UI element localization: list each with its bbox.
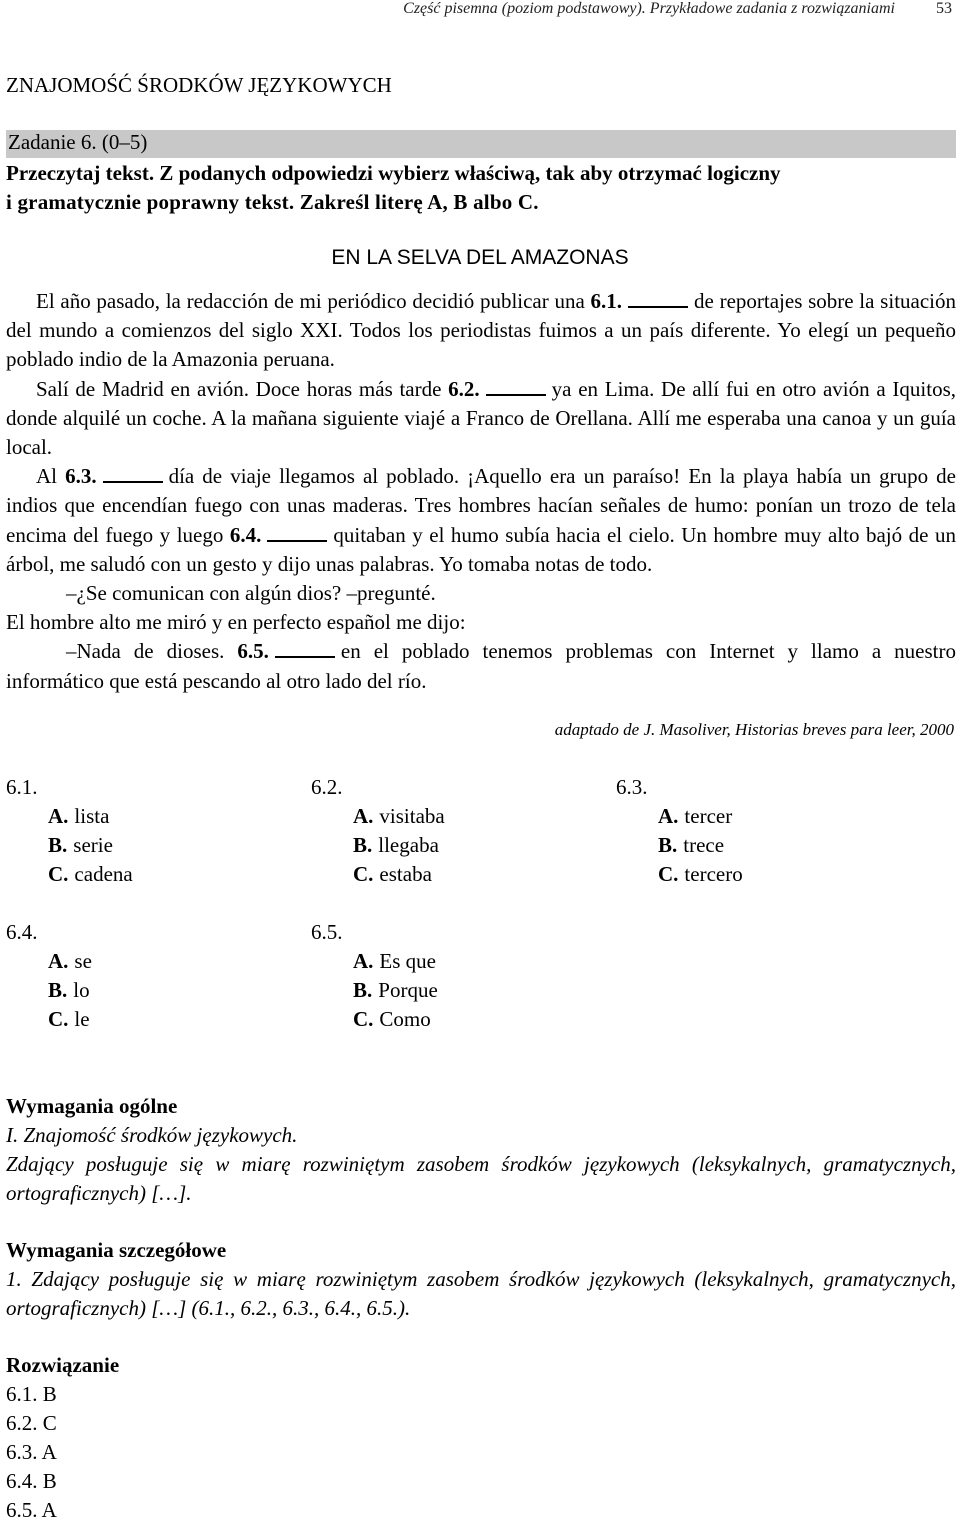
instruction-line-1: Przeczytaj tekst. Z podanych odpowiedzi wybierz właściwą, tak aby otrzymać logiczny [6,161,781,185]
gap-number: 6.3. [65,464,97,489]
detailed-requirements [6,1236,956,1323]
answer-option[interactable] [6,831,133,860]
option-letter: B. [353,978,373,1002]
story-paragraph: El hombre alto me miró y en perfecto español me dijo: [6,610,466,635]
option-text: se [74,949,92,973]
story-text-span: Salí de Madrid en avión. Doce horas más tarde [36,376,442,401]
story-text-span: en el poblado tenemos problemas con Internet y llamo a nuestro informático que está pescando al otro lado del río. [6,639,956,693]
option-letter: C. [353,1007,374,1031]
gap-blank [275,642,335,658]
story-text-span: Al [36,464,57,489]
answer-option[interactable] [6,802,133,831]
question-block [311,773,445,889]
story-source: adaptado de J. Masoliver, Historias breves para leer, 2000 [554,720,954,739]
question-block [6,773,133,889]
option-text: lo [73,978,90,1002]
option-text: cadena [74,862,133,886]
option-letter: C. [48,1007,69,1031]
option-letter: A. [48,804,69,828]
page-header [0,0,952,22]
answer-option[interactable] [6,976,92,1005]
option-text: Como [379,1007,431,1031]
option-letter: B. [48,833,68,857]
answer-option[interactable] [311,860,445,889]
option-text: tercer [684,804,733,828]
page-number: 53 [936,0,952,17]
gap-blank [486,380,546,396]
solution-answer: 6.5. A [6,1498,57,1522]
general-requirements-heading: Wymagania ogólne [6,1094,178,1118]
story-text-span: de reportajes sobre la situación del mundo a comienzos del siglo XXI. Todos los periodistas fuimos a un país diferente. Yo elegí un pequeño poblado indio de la Amazonia peruana. [6,289,957,372]
story-text [6,287,956,696]
question-block [311,918,438,1034]
option-text: Porque [378,978,438,1002]
option-letter: C. [48,862,69,886]
option-text: visitaba [379,804,445,828]
solution-answer: 6.1. B [6,1382,57,1406]
solution-answer: 6.4. B [6,1469,57,1493]
option-letter: B. [353,833,373,857]
gap-number: 6.4. [229,522,262,547]
story-text-span: ya en Lima. De allí fui en otro avión a Iquitos, donde alquilé un coche. A la mañana siguiente viajé a Franco de Orellana. Allí me esperaba una canoa y un guía local. [6,376,956,460]
option-letter: A. [353,804,374,828]
answer-option[interactable] [311,1005,438,1034]
question-number: 6.4. [6,920,38,944]
answer-option[interactable] [616,860,743,889]
gap-number: 6.5. [237,639,269,664]
answer-option[interactable] [6,860,133,889]
question-number: 6.5. [311,920,343,944]
option-letter: A. [48,949,69,973]
story-text-span: día de viaje llegamos al poblado. ¡Aquello era un paraíso! En la playa había un grupo de indios que encendían fuego con unas maderas. Tres hombres hacían señales de humo: ponían un trozo de tela encima del fuego y luego [6,464,956,547]
option-letter: C. [353,862,374,886]
story-paragraph [6,637,956,695]
answer-option[interactable] [311,802,445,831]
story-paragraph [6,462,956,579]
header-title: Część pisemna (poziom podstawowy). Przykładowe zadania z rozwiązaniami [403,0,895,17]
option-text: le [74,1007,90,1031]
task-heading-bar [6,130,956,158]
gap-blank [103,467,163,483]
option-text: serie [73,833,113,857]
gap-blank [267,526,327,542]
option-letter: A. [353,949,374,973]
answer-option[interactable] [6,1005,92,1034]
question-number: 6.3. [616,775,648,799]
solution-answer: 6.2. C [6,1411,57,1435]
option-text: Es que [379,949,436,973]
gap-blank [628,292,688,308]
question-block [616,773,743,889]
task-heading: Zadanie 6. (0–5) [8,130,148,154]
instruction-line-2: i gramatycznie poprawny tekst. Zakreśl literę A, B albo C. [6,190,539,214]
gap-number: 6.2. [448,376,480,401]
option-text: llegaba [378,833,439,857]
answer-option[interactable] [6,947,92,976]
solution-answer: 6.3. A [6,1440,57,1464]
answer-option[interactable] [616,802,743,831]
story-paragraph [6,287,956,375]
solution-heading: Rozwiązanie [6,1353,120,1377]
option-letter: C. [658,862,679,886]
answer-option[interactable] [616,831,743,860]
story-paragraph [6,375,956,463]
question-number: 6.1. [6,775,38,799]
solution-section [6,1351,119,1525]
general-requirement-2: Zdający posługuje się w miarę rozwiniętym zasobem środków językowych (leksykalnych, gramatycznych, ortograficznych) […]. [6,1152,956,1205]
answer-option[interactable] [311,831,445,860]
gap-number: 6.1. [590,289,623,313]
option-text: estaba [379,862,432,886]
detailed-requirement-1: 1. Zdający posługuje się w miarę rozwiniętym zasobem środków językowych (leksykalnych, gramatycznych, ortograficznych) […] (6.1., 6.2., 6.3., 6.4., 6.5.). [6,1267,956,1320]
general-requirement-1: I. Znajomość środków językowych. [6,1123,298,1147]
answer-option[interactable] [311,947,438,976]
story-dialogue: –¿Se comunican con algún dios? –pregunté. [66,581,436,606]
option-letter: A. [658,804,679,828]
option-text: trece [683,833,725,857]
task-instruction [6,159,956,217]
story-text-span: –Nada de dioses. [66,639,225,664]
story-title: EN LA SELVA DEL AMAZONAS [331,246,629,269]
detailed-requirements-heading: Wymagania szczegółowe [6,1238,227,1262]
option-text: tercero [684,862,743,886]
question-block [6,918,92,1034]
section-title: ZNAJOMOŚĆ ŚRODKÓW JĘZYKOWYCH [6,73,392,97]
option-letter: B. [658,833,678,857]
answer-option[interactable] [311,976,438,1005]
option-letter: B. [48,978,68,1002]
story-text-span: quitaban y el humo subía hacia el cielo. Un hombre muy alto bajó de un árbol, me saludó con un gesto y dijo unas palabras. Yo tomaba notas de todo. [6,522,956,576]
option-text: lista [74,804,110,828]
general-requirements [6,1092,956,1208]
story-text-span: El año pasado, la redacción de mi periódico decidió publicar una [36,289,585,313]
question-number: 6.2. [311,775,343,799]
